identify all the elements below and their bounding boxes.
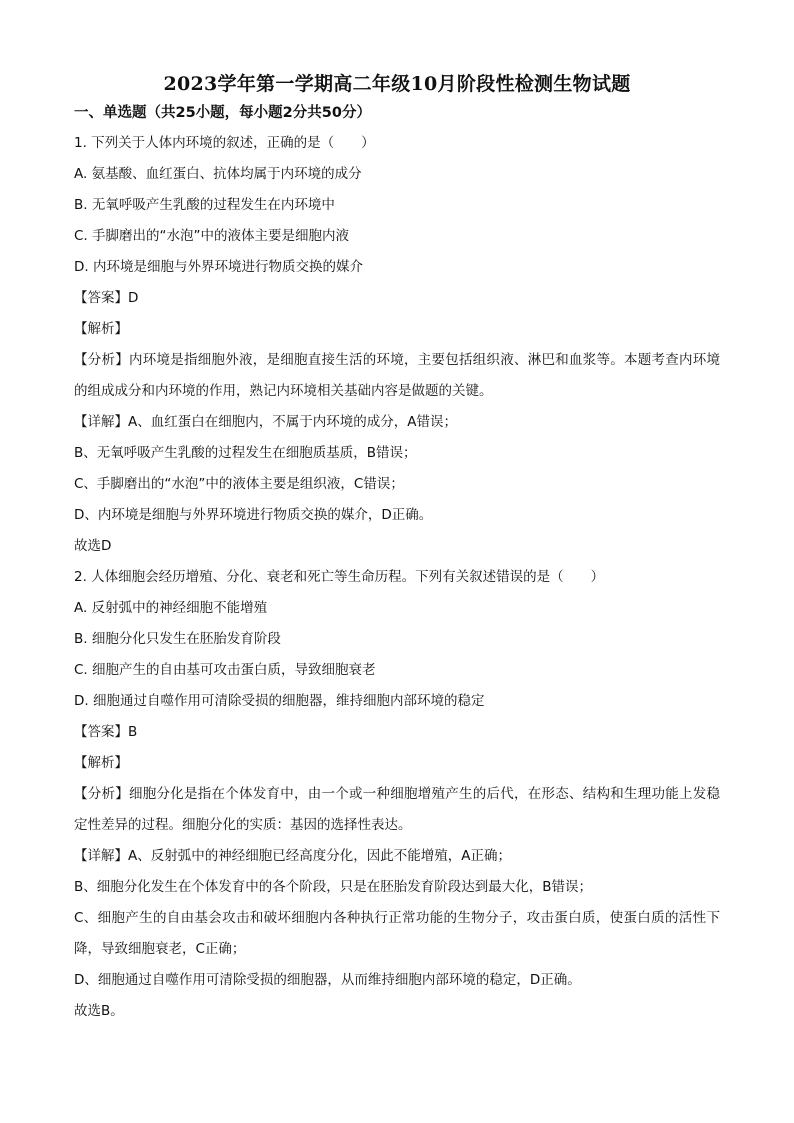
question-1-stem: 1. 下列关于人体内环境的叙述，正确的是（ ） [74, 135, 375, 151]
question-1-option-b: B. 无氧呼吸产生乳酸的过程发生在内环境中 [74, 197, 335, 213]
question-1-conclusion: 故选D [74, 538, 112, 554]
question-2-answer [74, 717, 720, 748]
detail-label: 【详解】 [74, 848, 128, 864]
question-2-analysis-label: 【解析】 [74, 755, 128, 771]
question-2-detail-c: C、细胞产生的自由基会攻击和破坏细胞内各种执行正常功能的生物分子，攻击蛋白质，使蛋白质的活性下降，导致细胞衰老，C正确； [74, 910, 720, 957]
question-2-option-a: A. 反射弧中的神经细胞不能增殖 [74, 600, 268, 616]
question-2-detail-b: B、细胞分化发生在个体发育中的各个阶段，只是在胚胎发育阶段达到最大化，B错误； [74, 879, 593, 895]
question-1-detail-d: D、内环境是细胞与外界环境进行物质交换的媒介，D正确。 [74, 507, 433, 523]
breakdown-text: 内环境是指细胞外液，是细胞直接生活的环境，主要包括组织液、淋巴和血浆等。本题考查内环境的组成成分和内环境的作用，熟记内环境相关基础内容是做题的关键。 [74, 352, 720, 399]
detail-label: 【详解】 [74, 414, 128, 430]
question-2-conclusion: 故选B。 [74, 1003, 124, 1019]
question-2-breakdown [74, 779, 720, 841]
answer-label: 【答案】 [74, 724, 128, 740]
question-2-stem: 2. 人体细胞会经历增殖、分化、衰老和死亡等生命历程。下列有关叙述错误的是（ ） [74, 569, 605, 585]
question-1-analysis-label: 【解析】 [74, 321, 128, 337]
question-1-answer [74, 283, 720, 314]
question-1 [74, 128, 720, 562]
answer-value: D [128, 290, 139, 306]
question-2-detail [74, 841, 720, 872]
detail-text: A、反射弧中的神经细胞已经高度分化，因此不能增殖，A正确； [128, 848, 511, 864]
question-2-detail-d: D、细胞通过自噬作用可清除受损的细胞器，从而维持细胞内部环境的稳定，D正确。 [74, 972, 581, 988]
question-2 [74, 562, 720, 1027]
page-title: 2023学年第一学期高二年级10月阶段性检测生物试题 [163, 73, 631, 95]
detail-text: A、血红蛋白在细胞内，不属于内环境的成分，A错误； [128, 414, 457, 430]
question-1-detail [74, 407, 720, 438]
answer-value: B [128, 724, 138, 740]
answer-label: 【答案】 [74, 290, 128, 306]
question-1-option-d: D. 内环境是细胞与外界环境进行物质交换的媒介 [74, 259, 363, 275]
question-1-detail-b: B、无氧呼吸产生乳酸的过程发生在细胞质基质，B错误； [74, 445, 417, 461]
section-heading: 一、单选题（共25小题，每小题2分共50分） [74, 105, 371, 121]
breakdown-label: 【分析】 [74, 352, 129, 368]
question-1-option-a: A. 氨基酸、血红蛋白、抗体均属于内环境的成分 [74, 166, 362, 182]
breakdown-label: 【分析】 [74, 786, 129, 802]
question-1-option-c: C. 手脚磨出的“水泡”中的液体主要是细胞内液 [74, 228, 349, 244]
breakdown-text: 细胞分化是指在个体发育中，由一个或一种细胞增殖产生的后代，在形态、结构和生理功能上发稳定性差异的过程。细胞分化的实质：基因的选择性表达。 [74, 786, 720, 833]
question-2-option-b: B. 细胞分化只发生在胚胎发育阶段 [74, 631, 281, 647]
question-1-breakdown [74, 345, 720, 407]
question-2-option-c: C. 细胞产生的自由基可攻击蛋白质，导致细胞衰老 [74, 662, 376, 678]
question-2-option-d: D. 细胞通过自噬作用可清除受损的细胞器，维持细胞内部环境的稳定 [74, 693, 485, 709]
question-1-detail-c: C、手脚磨出的“水泡”中的液体主要是组织液，C错误； [74, 476, 404, 492]
